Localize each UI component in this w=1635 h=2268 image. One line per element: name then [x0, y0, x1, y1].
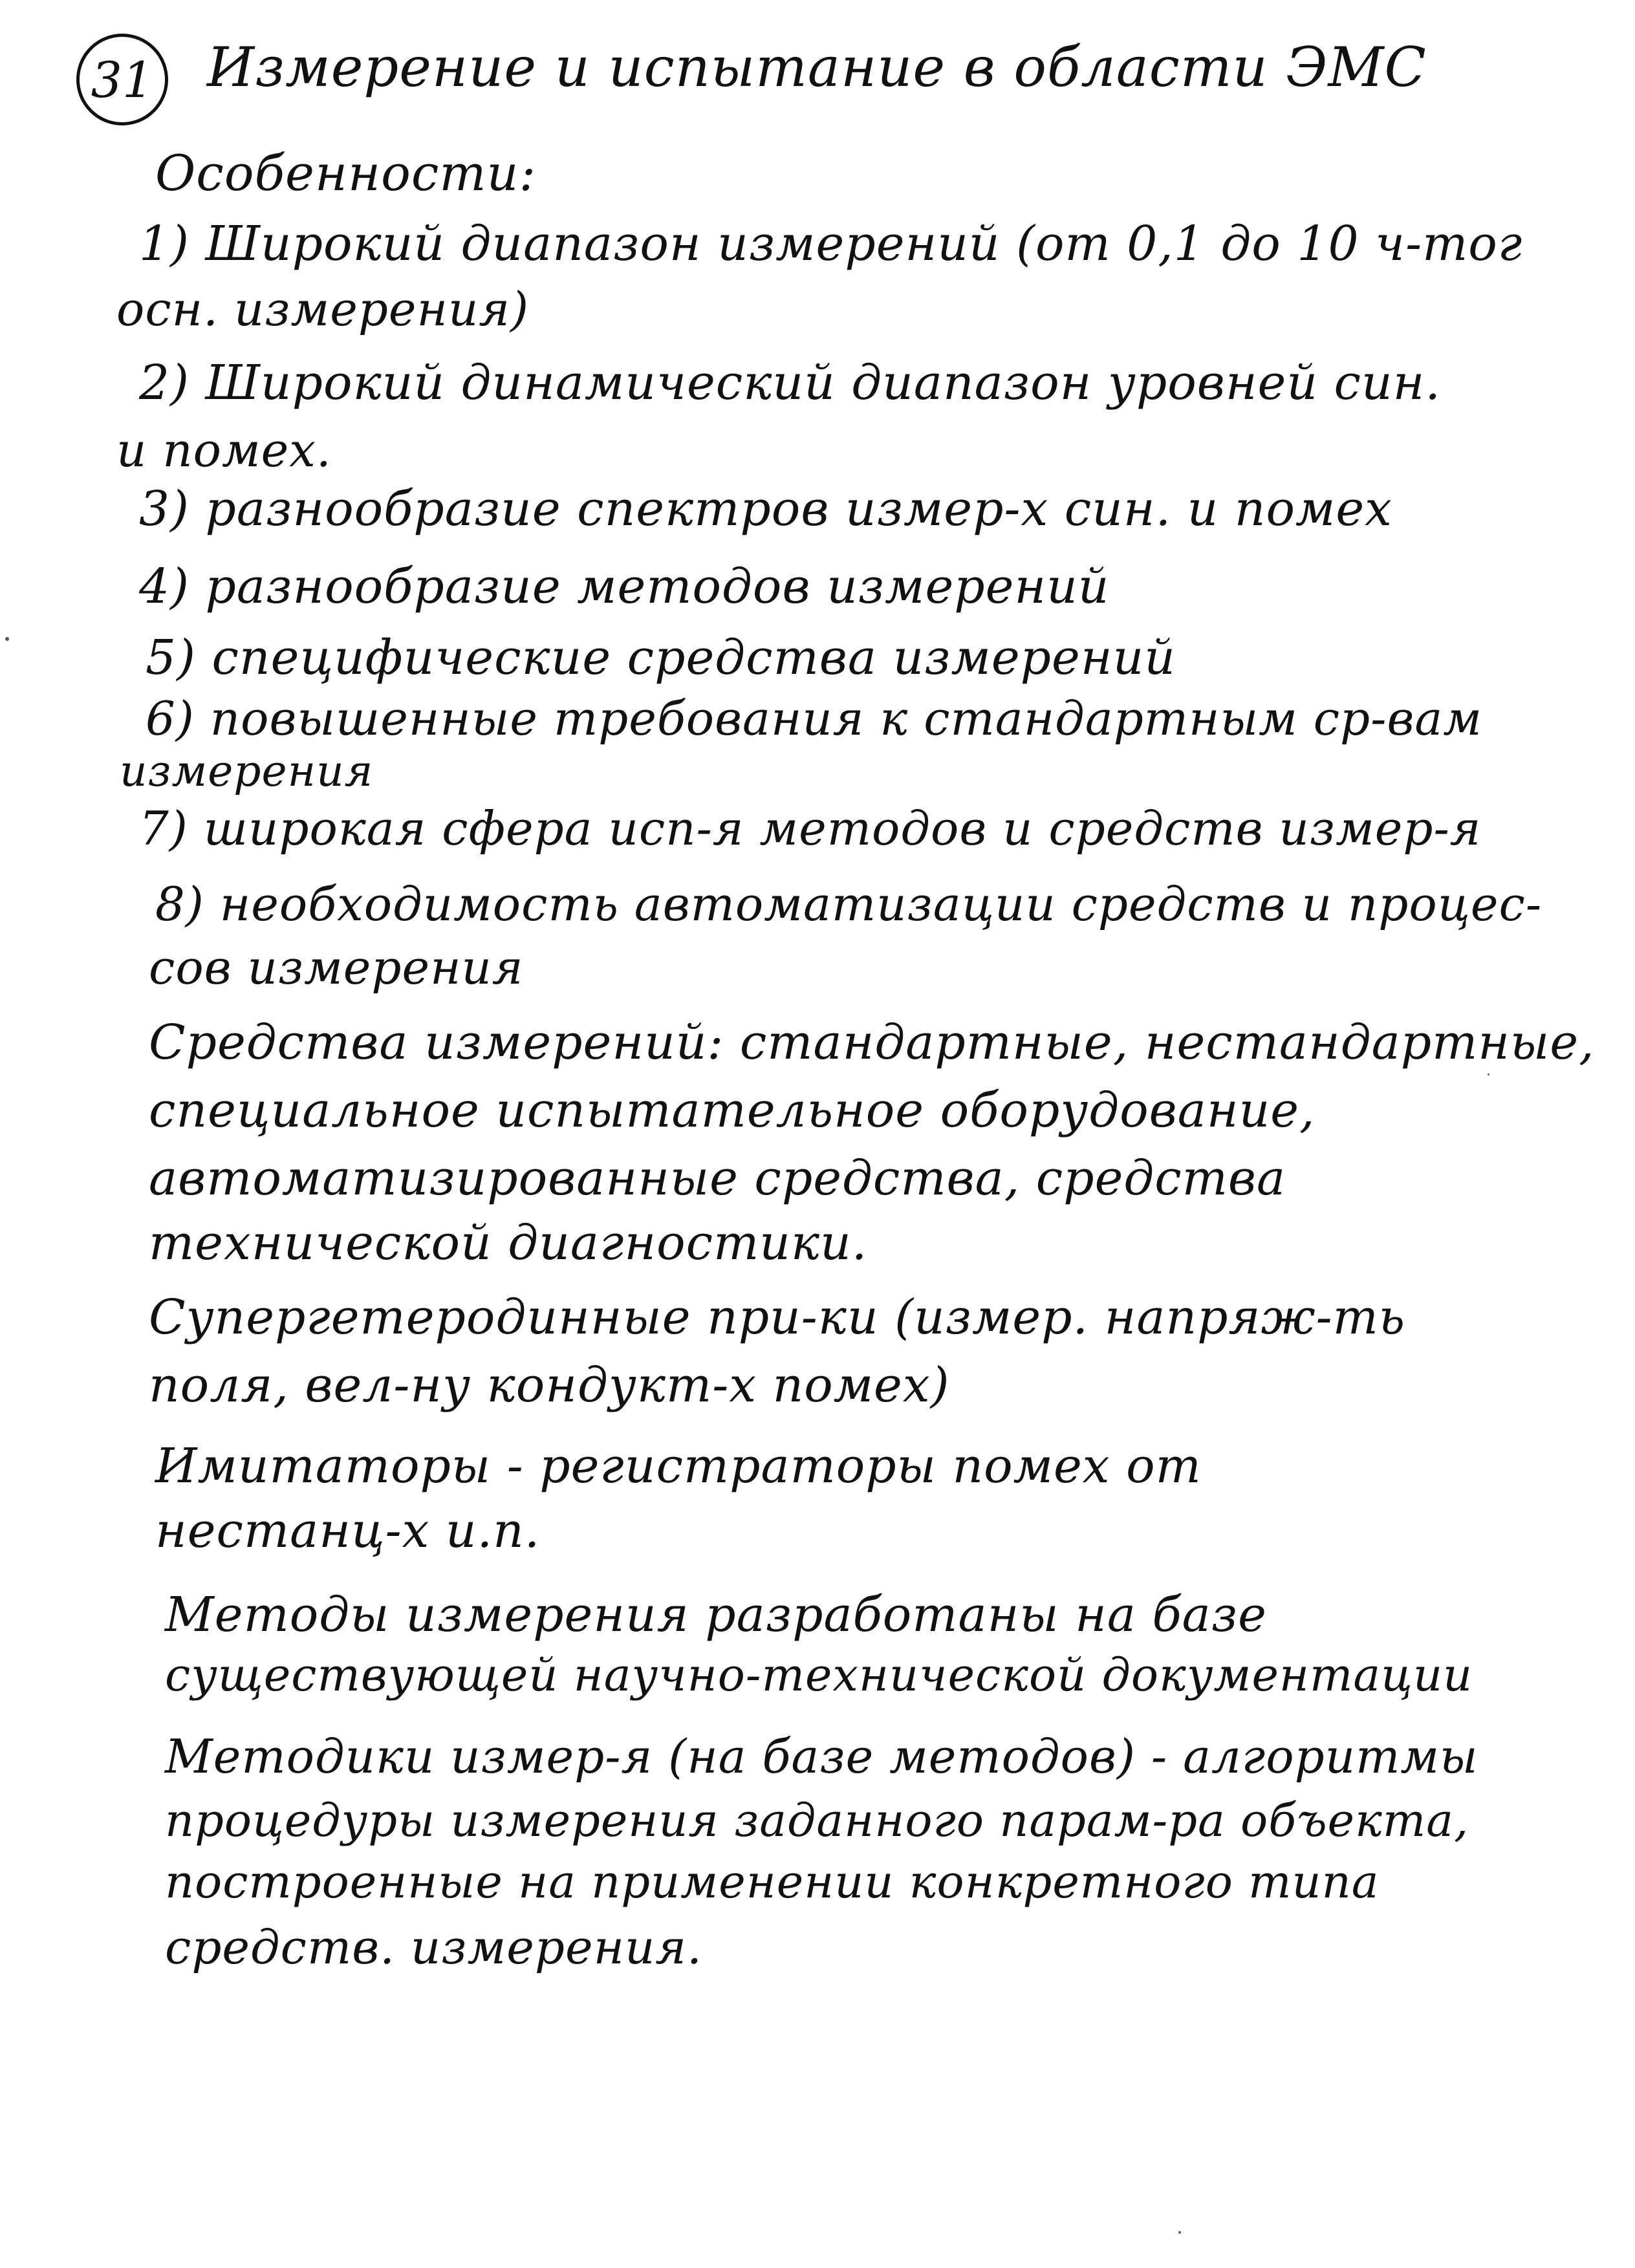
simulators-paragraph-line-2: нестанц-х и.п. — [155, 1503, 541, 1559]
feature-item-4: 4) разнообразие методов измерений — [139, 559, 1110, 614]
feature-item-3: 3) разнообразие спектров измер-х син. и помех — [139, 481, 1392, 537]
means-paragraph-line-4: технической диагностики. — [149, 1215, 868, 1271]
features-heading: Особенности: — [155, 144, 537, 202]
simulators-paragraph-line-1: Имитаторы - регистраторы помех от — [155, 1438, 1202, 1494]
scan-speck — [1178, 2231, 1181, 2234]
question-number: 31 — [91, 50, 154, 109]
means-paragraph-line-2: специальное испытательное оборудование, — [149, 1083, 1316, 1138]
scan-speck — [1488, 1074, 1489, 1075]
feature-item-7: 7) широкая сфера исп-я методов и средств измер-я — [139, 801, 1482, 856]
procedures-paragraph-line-3: построенные на применении конкретного типа — [165, 1855, 1380, 1908]
receivers-paragraph-line-1: Супергетеродинные при-ки (измер. напряж-ть — [149, 1290, 1406, 1345]
feature-item-5: 5) специфические средства измерений — [146, 630, 1176, 686]
procedures-paragraph-line-2: процедуры измерения заданного парам-ра объекта, — [165, 1794, 1469, 1847]
procedures-paragraph-line-1: Методики измер-я (на базе методов) - алгоритмы — [165, 1729, 1478, 1784]
receivers-paragraph-line-2: поля, вел-ну кондукт-х помех) — [149, 1357, 950, 1413]
feature-item-6: 6) повышенные требования к стандартным ср-вам — [146, 691, 1482, 746]
feature-item-2-cont: и помех. — [116, 423, 332, 477]
scan-speck — [5, 637, 9, 641]
feature-item-6-cont: измерения — [120, 746, 374, 796]
feature-item-8: 8) необходимость автоматизации средств и процес- — [155, 877, 1543, 931]
methods-paragraph-line-2: существующей научно-технической документации — [165, 1648, 1473, 1701]
feature-item-1-cont: осн. измерения) — [116, 282, 530, 336]
question-number-circle — [76, 34, 168, 125]
page-title: Измерение и испытание в области ЭМС — [207, 36, 1427, 99]
procedures-paragraph-line-4: средств. измерения. — [165, 1920, 702, 1974]
feature-item-8-cont: сов измерения — [149, 940, 524, 995]
means-paragraph-line-3: автоматизированные средства, средства — [149, 1150, 1286, 1206]
means-paragraph-line-1: Средства измерений: стандартные, нестандартные, — [149, 1015, 1595, 1070]
methods-paragraph-line-1: Методы измерения разработаны на базе — [165, 1587, 1267, 1643]
feature-item-1: 1) Широкий диапазон измерений (от 0,1 до 10 ч-тог — [139, 216, 1523, 272]
feature-item-2: 2) Широкий динамический диапазон уровней син. — [139, 355, 1441, 411]
